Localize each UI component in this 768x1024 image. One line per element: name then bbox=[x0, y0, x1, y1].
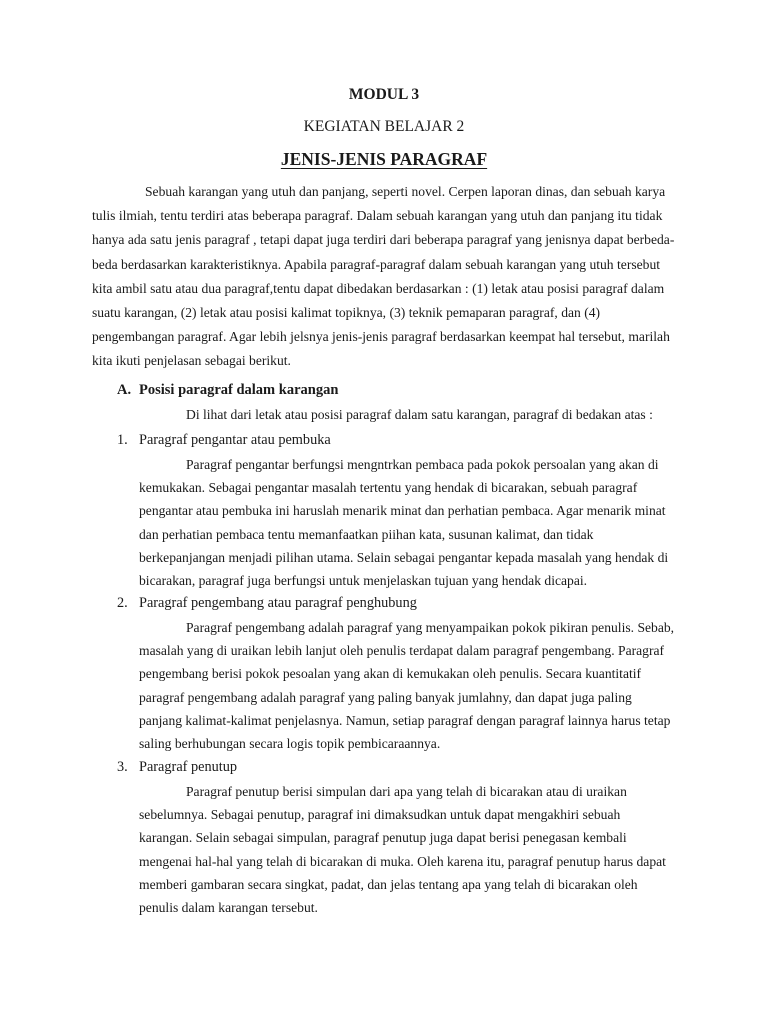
section-a-label: A. bbox=[117, 382, 132, 398]
item-number: 3. bbox=[117, 759, 128, 775]
item-body: Paragraf penutup berisi simpulan dari apa yang telah di bicarakan atau di uraikan sebelumnya. Sebagai penutup, paragraf ini dimaksudkan untuk dapat mengakhiri sebuah karangan. Selain sebagai simpulan, paragraf penutup juga dapat berisi penegasan kembali mengenai hal-hal yang telah di bicarakan di muka. Oleh karena itu, paragraf penutup harus dapat memberi gambaran secara singkat, padat, dan jelas tentang apa yang telah di bicarakan oleh penulis dalam karangan tersebut. bbox=[139, 784, 666, 916]
document-title: JENIS-JENIS PARAGRAF bbox=[280, 149, 488, 169]
item-body: Paragraf pengembang adalah paragraf yang menyampaikan pokok pikiran penulis. Sebab, masalah yang di uraikan lebih lanjut oleh penulis terdapat dalam paragraf pengembang. Paragraf pengembang berisi pokok pesoalan yang akan di kemukakan oleh penulis. Secara kuantitatif paragraf pengembang adalah paragraf yang paling banyak jumlahny, dan dapat juga paling panjang kalimat-kalimat penjelasnya. Namun, setiap paragraf dengan paragraf lainnya harus tetap saling berhubungan secara logis topik pembicaraannya. bbox=[139, 620, 675, 752]
item-number: 2. bbox=[117, 595, 128, 611]
item-title: Paragraf pengembang atau paragraf penghubung bbox=[139, 595, 417, 611]
item-heading bbox=[117, 430, 331, 450]
activity-title: KEGIATAN BELAJAR 2 bbox=[303, 118, 465, 135]
item-title: Paragraf pengantar atau pembuka bbox=[139, 432, 331, 448]
module-title: MODUL 3 bbox=[348, 86, 420, 103]
item-heading bbox=[117, 757, 237, 777]
section-a-heading bbox=[117, 380, 338, 400]
section-a-title: Posisi paragraf dalam karangan bbox=[139, 382, 339, 398]
section-a-intro: Di lihat dari letak atau posisi paragraf dalam satu karangan, paragraf di bedakan atas : bbox=[186, 407, 653, 422]
item-body: Paragraf pengantar berfungsi mengntrkan pembaca pada pokok persoalan yang akan di kemukakan. Sebagai pengantar masalah tertentu yang hendak di bicarakan, sebuah paragraf pengantar atau pembuka ini haruslah menarik minat dan perhatian pembaca. Agar menarik minat dan perhatian pembaca tentu memanfaatkan piihan kata, susunan kalimat, dan tidak berkepanjangan menjadi pilihan utama. Selain sebagai pengantar kepada masalah yang hendak di bicarakan, paragraf juga berfungsi untuk menjelaskan tujuan yang hendak dicapai. bbox=[139, 457, 669, 589]
item-heading bbox=[117, 593, 417, 613]
item-title: Paragraf penutup bbox=[139, 759, 238, 775]
item-number: 1. bbox=[117, 432, 128, 448]
intro-paragraph: Sebuah karangan yang utuh dan panjang, seperti novel. Cerpen laporan dinas, dan sebuah karya tulis ilmiah, tentu terdiri atas beberapa paragraf. Dalam sebuah karangan yang utuh dan panjang itu tidak hanya ada satu jenis paragraf , tetapi dapat juga terdiri dari beberapa paragraf yang jenisnya dapat berbeda-beda berdasarkan karakteristiknya. Apabila paragraf-paragraf dalam sebuah karangan yang utuh tersebut kita ambil satu atau dua paragraf,tentu dapat dibedakan berdasarkan : (1) letak atau posisi paragraf dalam suatu karangan, (2) letak atau posisi kalimat topiknya, (3) teknik pemaparan paragraf, dan (4) pengembangan paragraf. Agar lebih jelsnya jenis-jenis paragraf berdasarkan keempat hal tersebut, marilah kita ikuti penjelasan sebagai berikut. bbox=[92, 184, 675, 369]
